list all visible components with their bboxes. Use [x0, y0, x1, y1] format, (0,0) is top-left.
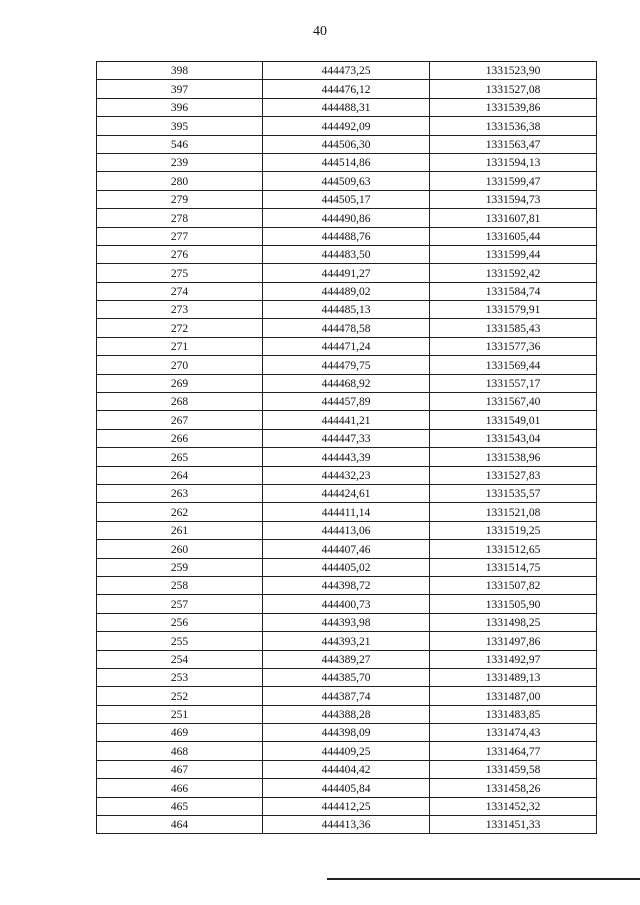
point-number-cell: 467 — [97, 760, 263, 778]
point-number-cell: 275 — [97, 264, 263, 282]
x-coordinate-cell: 444491,27 — [263, 264, 430, 282]
y-coordinate-cell: 1331584,74 — [430, 282, 597, 300]
table-row — [97, 503, 597, 521]
point-number-cell: 395 — [97, 117, 263, 135]
x-coordinate-cell: 444473,25 — [263, 62, 430, 80]
x-coordinate-cell: 444441,21 — [263, 411, 430, 429]
y-coordinate-cell: 1331577,36 — [430, 337, 597, 355]
y-coordinate-cell: 1331459,58 — [430, 760, 597, 778]
x-coordinate-cell: 444443,39 — [263, 448, 430, 466]
x-coordinate-cell: 444488,76 — [263, 227, 430, 245]
y-coordinate-cell: 1331563,47 — [430, 135, 597, 153]
x-coordinate-cell: 444489,02 — [263, 282, 430, 300]
point-number-cell: 257 — [97, 595, 263, 613]
y-coordinate-cell: 1331549,01 — [430, 411, 597, 429]
point-number-cell: 252 — [97, 687, 263, 705]
x-coordinate-cell: 444479,75 — [263, 356, 430, 374]
table-row — [97, 245, 597, 263]
x-coordinate-cell: 444468,92 — [263, 374, 430, 392]
y-coordinate-cell: 1331487,00 — [430, 687, 597, 705]
x-coordinate-cell: 444488,31 — [263, 98, 430, 116]
table-row — [97, 540, 597, 558]
point-number-cell: 278 — [97, 209, 263, 227]
table-row — [97, 797, 597, 815]
point-number-cell: 260 — [97, 540, 263, 558]
x-coordinate-cell: 444409,25 — [263, 742, 430, 760]
point-number-cell: 469 — [97, 724, 263, 742]
table-row — [97, 153, 597, 171]
point-number-cell: 396 — [97, 98, 263, 116]
table-row — [97, 779, 597, 797]
point-number-cell: 273 — [97, 301, 263, 319]
point-number-cell: 466 — [97, 779, 263, 797]
point-number-cell: 280 — [97, 172, 263, 190]
y-coordinate-cell: 1331607,81 — [430, 209, 597, 227]
y-coordinate-cell: 1331538,96 — [430, 448, 597, 466]
point-number-cell: 269 — [97, 374, 263, 392]
table-row — [97, 816, 597, 834]
table-row — [97, 668, 597, 686]
x-coordinate-cell: 444447,33 — [263, 429, 430, 447]
x-coordinate-cell: 444492,09 — [263, 117, 430, 135]
table-row — [97, 301, 597, 319]
table-row — [97, 613, 597, 631]
table-row — [97, 282, 597, 300]
x-coordinate-cell: 444514,86 — [263, 153, 430, 171]
y-coordinate-cell: 1331592,42 — [430, 264, 597, 282]
y-coordinate-cell: 1331497,86 — [430, 632, 597, 650]
table-row — [97, 374, 597, 392]
y-coordinate-cell: 1331507,82 — [430, 576, 597, 594]
x-coordinate-cell: 444412,25 — [263, 797, 430, 815]
y-coordinate-cell: 1331492,97 — [430, 650, 597, 668]
x-coordinate-cell: 444405,84 — [263, 779, 430, 797]
point-number-cell: 258 — [97, 576, 263, 594]
table-row — [97, 466, 597, 484]
y-coordinate-cell: 1331451,33 — [430, 816, 597, 834]
x-coordinate-cell: 444506,30 — [263, 135, 430, 153]
x-coordinate-cell: 444388,28 — [263, 705, 430, 723]
y-coordinate-cell: 1331605,44 — [430, 227, 597, 245]
x-coordinate-cell: 444398,09 — [263, 724, 430, 742]
x-coordinate-cell: 444405,02 — [263, 558, 430, 576]
x-coordinate-cell: 444483,50 — [263, 245, 430, 263]
point-number-cell: 277 — [97, 227, 263, 245]
table-row — [97, 190, 597, 208]
y-coordinate-cell: 1331535,57 — [430, 484, 597, 502]
point-number-cell: 253 — [97, 668, 263, 686]
table-row — [97, 484, 597, 502]
point-number-cell: 262 — [97, 503, 263, 521]
table-row — [97, 742, 597, 760]
x-coordinate-cell: 444432,23 — [263, 466, 430, 484]
x-coordinate-cell: 444424,61 — [263, 484, 430, 502]
x-coordinate-cell: 444413,36 — [263, 816, 430, 834]
point-number-cell: 276 — [97, 245, 263, 263]
y-coordinate-cell: 1331505,90 — [430, 595, 597, 613]
table-row — [97, 705, 597, 723]
y-coordinate-cell: 1331458,26 — [430, 779, 597, 797]
x-coordinate-cell: 444398,72 — [263, 576, 430, 594]
table-row — [97, 411, 597, 429]
table-row — [97, 319, 597, 337]
point-number-cell: 271 — [97, 337, 263, 355]
y-coordinate-cell: 1331543,04 — [430, 429, 597, 447]
x-coordinate-cell: 444478,58 — [263, 319, 430, 337]
x-coordinate-cell: 444490,86 — [263, 209, 430, 227]
coordinates-table — [96, 61, 597, 834]
point-number-cell: 279 — [97, 190, 263, 208]
y-coordinate-cell: 1331521,08 — [430, 503, 597, 521]
table-row — [97, 632, 597, 650]
point-number-cell: 261 — [97, 521, 263, 539]
table-row — [97, 98, 597, 116]
y-coordinate-cell: 1331489,13 — [430, 668, 597, 686]
y-coordinate-cell: 1331594,73 — [430, 190, 597, 208]
table-row — [97, 172, 597, 190]
point-number-cell: 251 — [97, 705, 263, 723]
table-row — [97, 576, 597, 594]
x-coordinate-cell: 444476,12 — [263, 80, 430, 98]
table-row — [97, 724, 597, 742]
x-coordinate-cell: 444385,70 — [263, 668, 430, 686]
point-number-cell: 264 — [97, 466, 263, 484]
table-row — [97, 521, 597, 539]
y-coordinate-cell: 1331594,13 — [430, 153, 597, 171]
y-coordinate-cell: 1331539,86 — [430, 98, 597, 116]
x-coordinate-cell: 444389,27 — [263, 650, 430, 668]
y-coordinate-cell: 1331452,32 — [430, 797, 597, 815]
point-number-cell: 268 — [97, 393, 263, 411]
point-number-cell: 272 — [97, 319, 263, 337]
table-row — [97, 595, 597, 613]
y-coordinate-cell: 1331527,83 — [430, 466, 597, 484]
table-row — [97, 209, 597, 227]
y-coordinate-cell: 1331567,40 — [430, 393, 597, 411]
table-row — [97, 760, 597, 778]
y-coordinate-cell: 1331599,44 — [430, 245, 597, 263]
table-row — [97, 650, 597, 668]
table-row — [97, 337, 597, 355]
point-number-cell: 256 — [97, 613, 263, 631]
point-number-cell: 464 — [97, 816, 263, 834]
y-coordinate-cell: 1331557,17 — [430, 374, 597, 392]
point-number-cell: 254 — [97, 650, 263, 668]
point-number-cell: 270 — [97, 356, 263, 374]
x-coordinate-cell: 444471,24 — [263, 337, 430, 355]
point-number-cell: 468 — [97, 742, 263, 760]
point-number-cell: 263 — [97, 484, 263, 502]
point-number-cell: 398 — [97, 62, 263, 80]
table-row — [97, 62, 597, 80]
table-row — [97, 448, 597, 466]
point-number-cell: 546 — [97, 135, 263, 153]
table-row — [97, 135, 597, 153]
y-coordinate-cell: 1331527,08 — [430, 80, 597, 98]
x-coordinate-cell: 444457,89 — [263, 393, 430, 411]
point-number-cell: 465 — [97, 797, 263, 815]
table-row — [97, 687, 597, 705]
point-number-cell: 267 — [97, 411, 263, 429]
y-coordinate-cell: 1331498,25 — [430, 613, 597, 631]
x-coordinate-cell: 444400,73 — [263, 595, 430, 613]
y-coordinate-cell: 1331523,90 — [430, 62, 597, 80]
point-number-cell: 259 — [97, 558, 263, 576]
bottom-rule — [327, 878, 640, 880]
y-coordinate-cell: 1331464,77 — [430, 742, 597, 760]
x-coordinate-cell: 444393,98 — [263, 613, 430, 631]
y-coordinate-cell: 1331514,75 — [430, 558, 597, 576]
table-row — [97, 264, 597, 282]
x-coordinate-cell: 444411,14 — [263, 503, 430, 521]
y-coordinate-cell: 1331569,44 — [430, 356, 597, 374]
table-row — [97, 558, 597, 576]
x-coordinate-cell: 444387,74 — [263, 687, 430, 705]
coordinates-table-body — [97, 62, 597, 834]
y-coordinate-cell: 1331519,25 — [430, 521, 597, 539]
table-row — [97, 356, 597, 374]
table-row — [97, 393, 597, 411]
x-coordinate-cell: 444505,17 — [263, 190, 430, 208]
x-coordinate-cell: 444509,63 — [263, 172, 430, 190]
x-coordinate-cell: 444485,13 — [263, 301, 430, 319]
point-number-cell: 239 — [97, 153, 263, 171]
point-number-cell: 274 — [97, 282, 263, 300]
page-number: 40 — [313, 24, 327, 39]
table-row — [97, 117, 597, 135]
y-coordinate-cell: 1331512,65 — [430, 540, 597, 558]
y-coordinate-cell: 1331585,43 — [430, 319, 597, 337]
y-coordinate-cell: 1331579,91 — [430, 301, 597, 319]
table-row — [97, 227, 597, 245]
point-number-cell: 397 — [97, 80, 263, 98]
x-coordinate-cell: 444393,21 — [263, 632, 430, 650]
point-number-cell: 265 — [97, 448, 263, 466]
y-coordinate-cell: 1331474,43 — [430, 724, 597, 742]
table-row — [97, 80, 597, 98]
x-coordinate-cell: 444407,46 — [263, 540, 430, 558]
point-number-cell: 266 — [97, 429, 263, 447]
y-coordinate-cell: 1331483,85 — [430, 705, 597, 723]
y-coordinate-cell: 1331599,47 — [430, 172, 597, 190]
x-coordinate-cell: 444413,06 — [263, 521, 430, 539]
table-row — [97, 429, 597, 447]
x-coordinate-cell: 444404,42 — [263, 760, 430, 778]
point-number-cell: 255 — [97, 632, 263, 650]
y-coordinate-cell: 1331536,38 — [430, 117, 597, 135]
